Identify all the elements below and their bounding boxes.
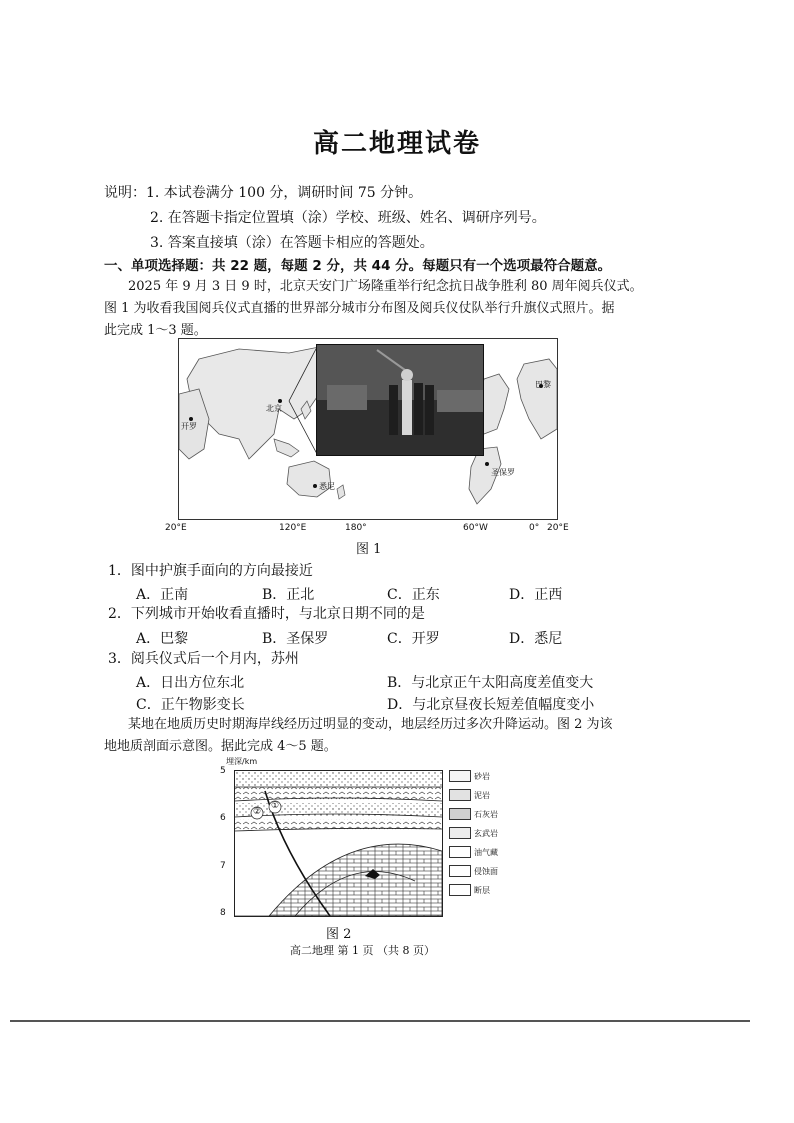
instruction-item: 1. 本试卷满分 100 分，调研时间 75 分钟。 (146, 185, 423, 201)
answer-option: B．与北京正午太阳高度差值变大 (387, 675, 594, 691)
section-heading: 一、单项选择题：共 22 题，每题 2 分，共 44 分。每题只有一个选项最符合题意。 (104, 258, 612, 274)
city-label-sao-paulo: 圣保罗 (491, 468, 515, 477)
answer-option: A．巴黎 (136, 631, 189, 647)
map-axis-label: 180° (345, 523, 367, 533)
geologic-section-figure (234, 770, 443, 917)
legend-swatch-sandstone (449, 770, 471, 782)
map-axis-label: 20°E (547, 523, 569, 533)
map-axis-label: 60°W (463, 523, 488, 533)
photo-drawing (317, 345, 483, 455)
city-label-beijing: 北京 (266, 404, 282, 413)
question-stem: 2．下列城市开始收看直播时，与北京日期不同的是 (108, 606, 425, 622)
page-title: 高二地理试卷 (312, 129, 481, 159)
question-stem: 1．图中护旗手面向的方向最接近 (108, 563, 313, 579)
legend-swatch-fault (449, 884, 471, 896)
page-footer: 高二地理 第 1 页 （共 8 页） (290, 944, 435, 957)
instruction-item: 2. 在答题卡指定位置填（涂）学校、班级、姓名、调研序列号。 (150, 210, 546, 226)
instructions-label (104, 184, 422, 202)
y-axis-title: 埋深/km (226, 757, 258, 766)
map-axis-label: 0° (529, 523, 540, 533)
legend-swatch-basalt (449, 827, 471, 839)
answer-option: B．圣保罗 (262, 631, 329, 647)
intro-paragraph-line: 地地质剖面示意图。据此完成 4～5 题。 (104, 739, 337, 754)
question-stem: 3．阅兵仪式后一个月内，苏州 (108, 651, 299, 667)
legend-swatch-oil-gas (449, 846, 471, 858)
answer-option: A．正南 (136, 587, 189, 603)
figure2-caption: 图 2 (326, 927, 352, 942)
y-tick-label: 5 (220, 766, 226, 776)
figure1-caption: 图 1 (356, 542, 382, 557)
y-tick-label: 6 (220, 813, 226, 823)
intro-paragraph-line: 此完成 1～3 题。 (104, 323, 207, 338)
flag-ceremony-photo (316, 344, 484, 456)
answer-option: C．正午物影变长 (136, 697, 245, 713)
instruction-item: 3. 答案直接填（涂）在答题卡相应的答题处。 (150, 235, 434, 251)
answer-option: B．正北 (262, 587, 315, 603)
instructions-label-text: 说明： (104, 185, 146, 201)
answer-option: D．正西 (509, 587, 563, 603)
legend-label: 侵蚀面 (474, 867, 498, 876)
intro-paragraph-line: 图 1 为收看我国阅兵仪式直播的世界部分城市分布图及阅兵仪仗队举行升旗仪式照片。据 (104, 301, 615, 316)
city-label-sydney: 悉尼 (319, 482, 335, 491)
legend-swatch-limestone (449, 808, 471, 820)
legend-swatch-erosion-surface (449, 865, 471, 877)
marker-2: ② (253, 807, 262, 817)
map-axis-label: 120°E (279, 523, 307, 533)
sydney-marker (313, 484, 317, 488)
answer-option: D．与北京昼夜长短差值幅度变小 (387, 697, 595, 713)
marker-1: ① (271, 801, 280, 811)
city-label-paris: 巴黎 (535, 380, 551, 389)
legend-label: 玄武岩 (474, 829, 498, 838)
answer-option: D．悉尼 (509, 631, 563, 647)
legend-label: 断层 (474, 886, 490, 895)
answer-option: A．日出方位东北 (136, 675, 245, 691)
legend-label: 油气藏 (474, 848, 498, 857)
y-tick-label: 8 (220, 908, 226, 918)
bottom-divider (10, 1020, 750, 1022)
legend-label: 泥岩 (474, 791, 490, 800)
answer-option: C．开罗 (387, 631, 440, 647)
city-label-cairo: 开罗 (181, 422, 197, 431)
map-axis-label: 20°E (165, 523, 187, 533)
sao-paulo-marker (485, 462, 489, 466)
legend-swatch-mudstone (449, 789, 471, 801)
intro-paragraph-line: 2025 年 9 月 3 日 9 时，北京天安门广场隆重举行纪念抗日战争胜利 80 周年阅兵仪式。 (128, 279, 643, 294)
answer-option: C．正东 (387, 587, 440, 603)
intro-paragraph-line: 某地在地质历史时期海岸线经历过明显的变动，地层经历过多次升降运动。图 2 为该 (128, 717, 613, 732)
y-tick-label: 7 (220, 861, 226, 871)
legend-label: 石灰岩 (474, 810, 498, 819)
geologic-section-drawing (235, 771, 442, 916)
legend-label: 砂岩 (474, 772, 490, 781)
